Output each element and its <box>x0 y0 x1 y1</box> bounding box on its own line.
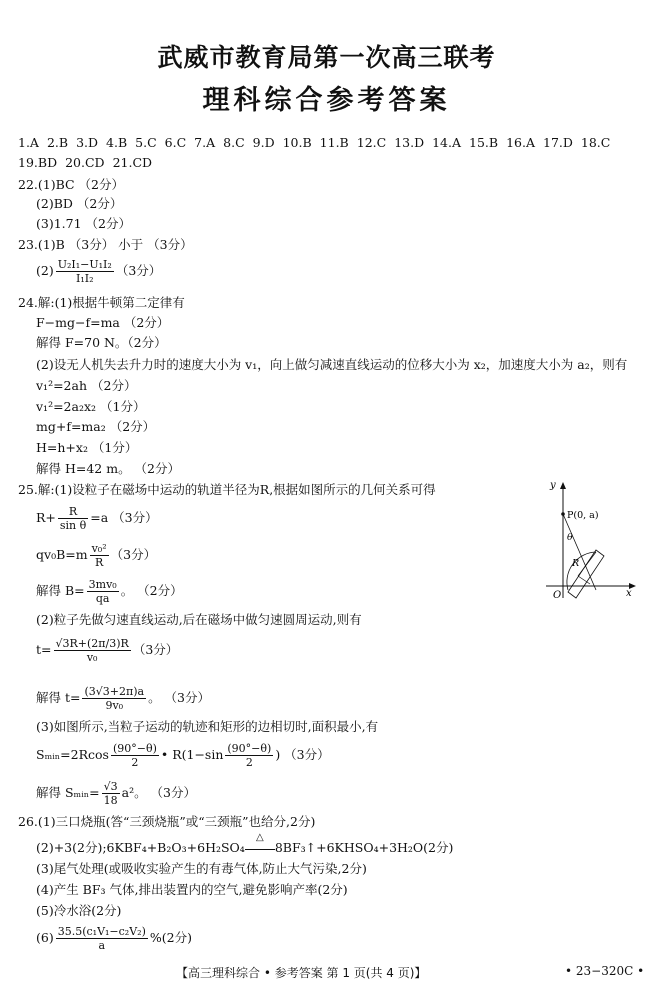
mc-answer: 8.C <box>223 135 245 150</box>
label-x: x <box>626 588 632 599</box>
q24-line-6: v₁²=2a₂x₂ （1分） <box>36 399 146 414</box>
q25-eq-7: 解得 Sₘᵢₙ= $\frac{√3}{18}$ a²。 （3分） <box>36 780 197 807</box>
mc-answer: 2.B <box>46 135 69 150</box>
q26-line-5: (5)冷水浴(2分) <box>36 903 122 918</box>
q25-eq-5: 解得 t= $\frac{(3√3+2\pi)a}{\text{9v₀}}$ 。 （3分） <box>36 685 211 712</box>
q24-line-9: 解得 H=42 m。 （2分） <box>36 461 181 476</box>
q24-line-2: F−mg−f=ma （2分） <box>36 315 170 330</box>
q25-line-1: 25.解:(1)设粒子在磁场中运动的轨道半径为R,根据如图所示的几何关系可得 <box>18 482 436 497</box>
label-y: y <box>550 480 556 491</box>
label-p: P(0, a) <box>567 510 599 521</box>
q25-geometry-figure <box>538 480 638 602</box>
mc-answer: 20.CD <box>65 155 105 170</box>
label-o: O <box>553 590 562 601</box>
q24-line-7: mg+f=ma₂ （2分） <box>36 419 156 434</box>
label-r: R <box>572 558 580 569</box>
q26-line-6: (6) $\frac{\text{35.5(c₁V₁−c₂V₂)}}{a}$ %(2分) <box>36 925 192 952</box>
mc-answer: 10.B <box>282 135 312 150</box>
trajectory-line <box>563 514 596 590</box>
y-axis-arrow <box>560 482 566 489</box>
q25-line-3: (3)如图所示,当粒子运动的轨迹和矩形的边相切时,面积最小,有 <box>36 719 379 734</box>
q25-eq-2: qv₀B=m $\frac{\text{v₀²}}{R}$ （3分） <box>36 542 157 569</box>
mc-answer: 18.C <box>580 135 611 150</box>
q24-line-1: 24.解:(1)根据牛顿第二定律有 <box>18 295 185 310</box>
mc-answer: 15.B <box>469 135 499 150</box>
q25-eq-1: R+ $\frac{R}{\text{sin θ}}$ =a （3分） <box>36 505 158 532</box>
mc-answer: 3.D <box>76 135 99 150</box>
q26-line-4: (4)产生 BF₃ 气体,排出装置内的空气,避免影响产率(2分) <box>36 882 348 897</box>
q26-line-3: (3)尾气处理(或吸收实验产生的有毒气体,防止大气污染,2分) <box>36 861 367 876</box>
q25-eq-4: t= $\frac{√3R+(2\pi/3)R}{\text{v₀}}$ （3分） <box>36 637 179 664</box>
mc-answer: 14.A <box>432 135 462 150</box>
q23-score: （3分） <box>115 263 162 278</box>
q26-line-2: (2)+3(2分);6KBF₄+B₂O₃+6H₂SO₄ △ 8BF₃↑+6KHSO₄+3H₂O(2分) <box>36 832 454 855</box>
mc-answer: 9.D <box>252 135 275 150</box>
q23-fraction: $\frac{\text{U₂I₁−U₁I₂}}{\text{I₁I₂}}$ <box>57 258 112 285</box>
q25-line-2: (2)粒子先做匀速直线运动,后在磁场中做匀速圆周运动,则有 <box>36 612 362 627</box>
mc-answer: 6.C <box>164 135 187 150</box>
label-theta: θ <box>567 532 573 543</box>
q23-label: (2) <box>36 263 54 278</box>
mc-answer: 17.D <box>543 135 573 150</box>
mc-answer: 21.CD <box>112 155 153 170</box>
mc-answer: 7.A <box>194 135 216 150</box>
mc-answer: 5.C <box>135 135 157 150</box>
mc-answer: 4.B <box>106 135 128 150</box>
q24-line-8: H=h+x₂ （1分） <box>36 440 138 455</box>
q23-line-2 <box>36 258 161 285</box>
page-footer: 【高三理科综合 • 参考答案 第 1 页(共 4 页)】 <box>176 966 427 980</box>
q23-line-1: 23.(1)B （3分） 小于 （3分） <box>18 237 193 252</box>
multiple-choice-answers <box>18 133 638 173</box>
q24-line-5: v₁²=2ah （2分） <box>36 378 137 393</box>
q22-line-1: 22.(1)BC （2分） <box>18 177 124 192</box>
mc-answer: 16.A <box>506 135 535 150</box>
q22-line-3: (3)1.71 （2分） <box>36 216 131 231</box>
mc-answer: 11.B <box>319 135 349 150</box>
heating-condition: △ <box>255 832 264 843</box>
mc-answer: 1.A <box>18 135 39 150</box>
q25-eq-6: Sₘᵢₙ=2Rcos $\frac{(90^\circ-\theta)}{2}$ • R(1−sin $\frac{(90^\circ-\theta)}{2}$ ) （3分） <box>36 742 330 769</box>
mc-answer: 12.C <box>356 135 387 150</box>
page-code: • 23−320C • <box>565 964 645 978</box>
document-title: 武威市教育局第一次高三联考 <box>157 43 496 72</box>
mc-answer: 19.BD <box>18 155 58 170</box>
mc-answer: 13.D <box>394 135 425 150</box>
q24-line-4: (2)设无人机失去升力时的速度大小为 v₁，向上做匀减速直线运动的位移大小为 x₂，加速度大小为 a₂，则有 <box>36 357 628 372</box>
q26-line-1: 26.(1)三口烧瓶(答“三颈烧瓶”或“三颈瓶”也给分,2分) <box>18 814 316 829</box>
q24-line-3: 解得 F=70 N。（2分） <box>36 335 167 350</box>
document-subtitle: 理科综合参考答案 <box>202 85 451 116</box>
q25-eq-3: 解得 B= $\frac{\text{3mv₀}}{qa}$ 。 （2分） <box>36 578 183 605</box>
q22-line-2: (2)BD （2分） <box>36 196 123 211</box>
